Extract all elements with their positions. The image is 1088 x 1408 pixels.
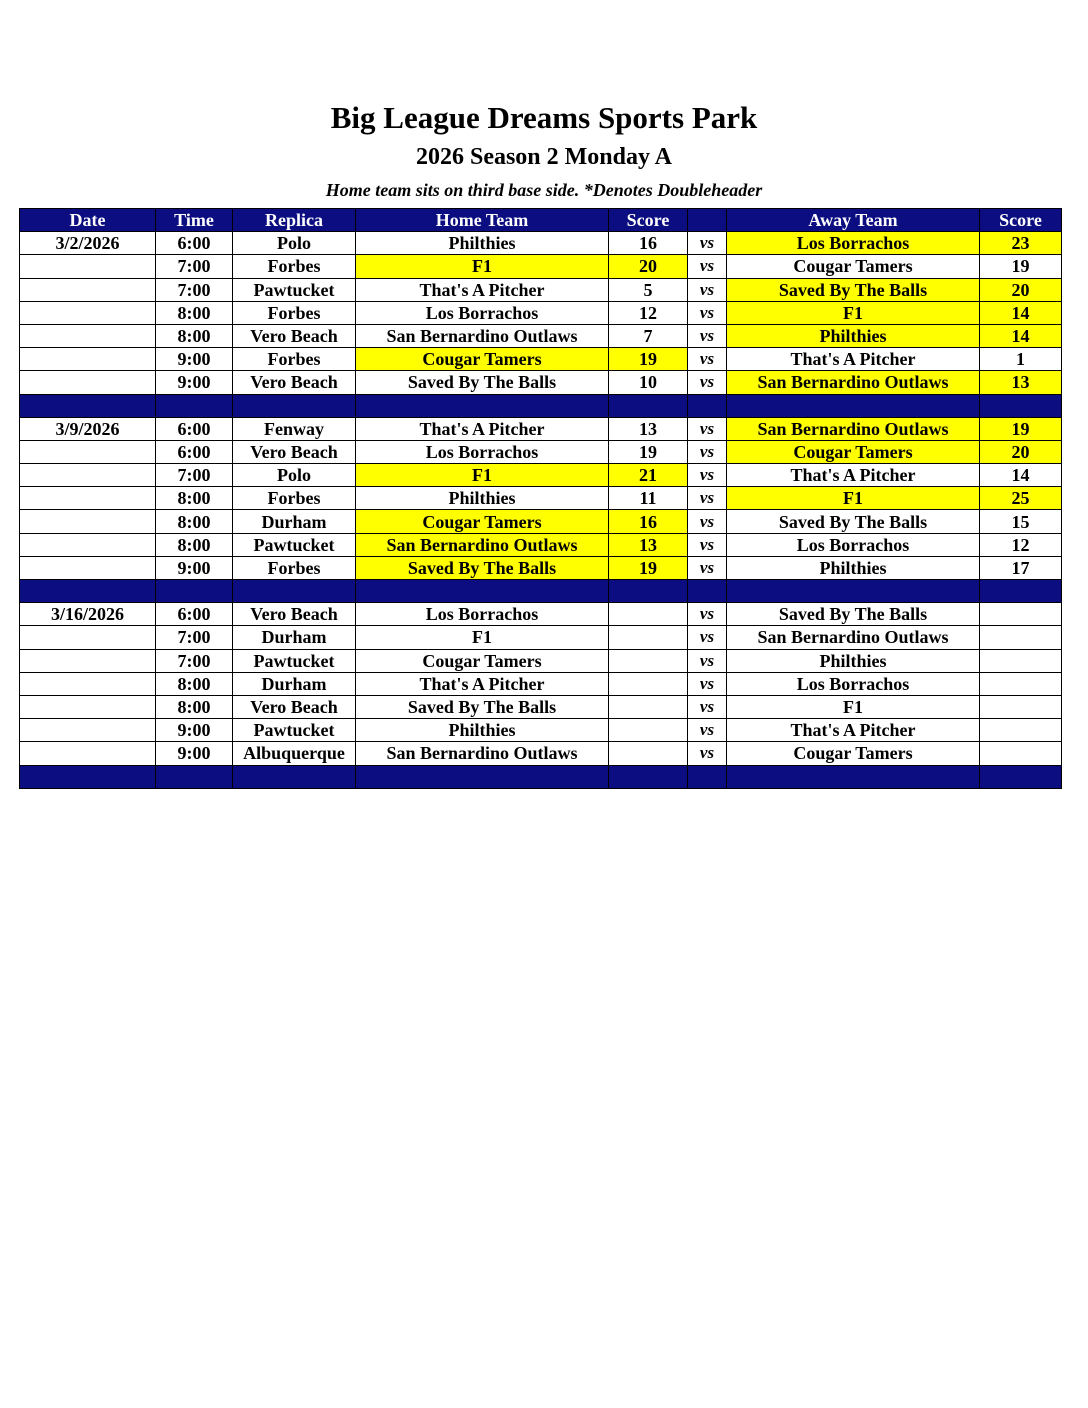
home-team-cell: Cougar Tamers	[356, 348, 609, 371]
game-row	[20, 417, 1062, 440]
time-cell: 9:00	[156, 371, 233, 394]
home-score-cell	[609, 626, 688, 649]
separator-cell	[727, 765, 980, 788]
replica-cell: Forbes	[233, 487, 356, 510]
time-cell: 9:00	[156, 742, 233, 765]
home-score-cell: 13	[609, 533, 688, 556]
home-team-cell: Saved By The Balls	[356, 556, 609, 579]
time-cell: 6:00	[156, 417, 233, 440]
time-cell: 8:00	[156, 487, 233, 510]
home-score-cell: 13	[609, 417, 688, 440]
vs-cell: vs	[688, 255, 727, 278]
home-team-cell: San Bernardino Outlaws	[356, 533, 609, 556]
home-score-cell: 19	[609, 440, 688, 463]
away-score-cell	[980, 719, 1062, 742]
game-row	[20, 440, 1062, 463]
col-header-vs	[688, 209, 727, 232]
separator-cell	[688, 765, 727, 788]
vs-cell: vs	[688, 440, 727, 463]
away-score-cell: 15	[980, 510, 1062, 533]
away-team-cell: Cougar Tamers	[727, 742, 980, 765]
separator-cell	[980, 580, 1062, 603]
game-row	[20, 533, 1062, 556]
vs-cell: vs	[688, 232, 727, 255]
home-score-cell	[609, 603, 688, 626]
separator-cell	[688, 580, 727, 603]
game-row	[20, 324, 1062, 347]
home-score-cell: 10	[609, 371, 688, 394]
time-cell: 8:00	[156, 695, 233, 718]
game-row	[20, 603, 1062, 626]
home-score-cell: 16	[609, 510, 688, 533]
vs-cell: vs	[688, 672, 727, 695]
away-team-cell: F1	[727, 695, 980, 718]
date-cell	[20, 626, 156, 649]
home-score-cell: 5	[609, 278, 688, 301]
replica-cell: Vero Beach	[233, 371, 356, 394]
home-team-cell: F1	[356, 464, 609, 487]
date-cell	[20, 719, 156, 742]
replica-cell: Forbes	[233, 556, 356, 579]
date-cell	[20, 301, 156, 324]
separator-cell	[609, 394, 688, 417]
separator-cell	[233, 394, 356, 417]
away-score-cell: 19	[980, 255, 1062, 278]
date-cell	[20, 348, 156, 371]
separator-cell	[20, 394, 156, 417]
away-score-cell	[980, 603, 1062, 626]
game-row	[20, 626, 1062, 649]
away-score-cell	[980, 742, 1062, 765]
replica-cell: Albuquerque	[233, 742, 356, 765]
away-score-cell: 23	[980, 232, 1062, 255]
date-cell	[20, 487, 156, 510]
vs-cell: vs	[688, 278, 727, 301]
replica-cell: Pawtucket	[233, 649, 356, 672]
game-row	[20, 232, 1062, 255]
home-team-cell: Saved By The Balls	[356, 371, 609, 394]
vs-cell: vs	[688, 510, 727, 533]
away-team-cell: That's A Pitcher	[727, 464, 980, 487]
time-cell: 7:00	[156, 649, 233, 672]
away-team-cell: San Bernardino Outlaws	[727, 371, 980, 394]
date-cell	[20, 464, 156, 487]
separator-cell	[356, 394, 609, 417]
away-score-cell: 25	[980, 487, 1062, 510]
time-cell: 9:00	[156, 719, 233, 742]
col-header-date: Date	[20, 209, 156, 232]
away-score-cell	[980, 649, 1062, 672]
table-header-row	[20, 209, 1062, 232]
vs-cell: vs	[688, 649, 727, 672]
home-score-cell	[609, 649, 688, 672]
col-header-home-score: Score	[609, 209, 688, 232]
vs-cell: vs	[688, 371, 727, 394]
replica-cell: Vero Beach	[233, 324, 356, 347]
away-score-cell: 19	[980, 417, 1062, 440]
away-score-cell: 12	[980, 533, 1062, 556]
away-team-cell: Los Borrachos	[727, 533, 980, 556]
game-row	[20, 301, 1062, 324]
away-score-cell: 20	[980, 440, 1062, 463]
game-row	[20, 510, 1062, 533]
game-row	[20, 255, 1062, 278]
week-separator-row	[20, 765, 1062, 788]
time-cell: 8:00	[156, 510, 233, 533]
page-subtitle: 2026 Season 2 Monday A	[415, 144, 673, 170]
time-cell: 7:00	[156, 626, 233, 649]
away-score-cell: 14	[980, 464, 1062, 487]
schedule-note: Home team sits on third base side. *Denotes Doubleheader	[325, 180, 763, 200]
separator-cell	[688, 394, 727, 417]
vs-cell: vs	[688, 464, 727, 487]
vs-cell: vs	[688, 487, 727, 510]
game-row	[20, 371, 1062, 394]
away-score-cell: 17	[980, 556, 1062, 579]
home-team-cell: That's A Pitcher	[356, 672, 609, 695]
schedule-table	[19, 208, 1062, 789]
separator-cell	[727, 394, 980, 417]
away-score-cell	[980, 626, 1062, 649]
week-separator-row	[20, 580, 1062, 603]
home-score-cell	[609, 672, 688, 695]
replica-cell: Durham	[233, 626, 356, 649]
game-row	[20, 348, 1062, 371]
vs-cell: vs	[688, 719, 727, 742]
home-team-cell: Los Borrachos	[356, 440, 609, 463]
time-cell: 7:00	[156, 464, 233, 487]
separator-cell	[356, 580, 609, 603]
week-separator-row	[20, 394, 1062, 417]
game-row	[20, 464, 1062, 487]
vs-cell: vs	[688, 348, 727, 371]
date-cell: 3/2/2026	[20, 232, 156, 255]
away-team-cell: Philthies	[727, 649, 980, 672]
home-team-cell: F1	[356, 255, 609, 278]
replica-cell: Pawtucket	[233, 719, 356, 742]
home-team-cell: San Bernardino Outlaws	[356, 742, 609, 765]
away-team-cell: Saved By The Balls	[727, 603, 980, 626]
home-team-cell: Saved By The Balls	[356, 695, 609, 718]
time-cell: 6:00	[156, 440, 233, 463]
away-team-cell: Philthies	[727, 324, 980, 347]
date-cell	[20, 324, 156, 347]
replica-cell: Polo	[233, 464, 356, 487]
date-cell	[20, 255, 156, 278]
home-team-cell: Philthies	[356, 232, 609, 255]
vs-cell: vs	[688, 695, 727, 718]
game-row	[20, 487, 1062, 510]
date-cell	[20, 649, 156, 672]
col-header-away-team: Away Team	[727, 209, 980, 232]
away-team-cell: Cougar Tamers	[727, 255, 980, 278]
away-team-cell: F1	[727, 301, 980, 324]
separator-cell	[156, 580, 233, 603]
replica-cell: Vero Beach	[233, 440, 356, 463]
away-team-cell: San Bernardino Outlaws	[727, 626, 980, 649]
col-header-time: Time	[156, 209, 233, 232]
replica-cell: Vero Beach	[233, 695, 356, 718]
replica-cell: Durham	[233, 510, 356, 533]
date-cell	[20, 742, 156, 765]
away-score-cell: 13	[980, 371, 1062, 394]
time-cell: 9:00	[156, 348, 233, 371]
away-team-cell: Saved By The Balls	[727, 510, 980, 533]
home-score-cell	[609, 742, 688, 765]
home-team-cell: Philthies	[356, 719, 609, 742]
home-team-cell: That's A Pitcher	[356, 278, 609, 301]
separator-cell	[609, 765, 688, 788]
date-cell	[20, 672, 156, 695]
away-team-cell: That's A Pitcher	[727, 719, 980, 742]
date-cell: 3/16/2026	[20, 603, 156, 626]
replica-cell: Forbes	[233, 255, 356, 278]
vs-cell: vs	[688, 533, 727, 556]
time-cell: 7:00	[156, 255, 233, 278]
away-score-cell: 1	[980, 348, 1062, 371]
away-score-cell	[980, 672, 1062, 695]
game-row	[20, 556, 1062, 579]
separator-cell	[20, 765, 156, 788]
separator-cell	[727, 580, 980, 603]
away-score-cell: 14	[980, 301, 1062, 324]
home-team-cell: San Bernardino Outlaws	[356, 324, 609, 347]
date-cell	[20, 510, 156, 533]
game-row	[20, 719, 1062, 742]
date-cell: 3/9/2026	[20, 417, 156, 440]
time-cell: 6:00	[156, 603, 233, 626]
date-cell	[20, 440, 156, 463]
home-team-cell: Los Borrachos	[356, 603, 609, 626]
col-header-away-score: Score	[980, 209, 1062, 232]
home-team-cell: F1	[356, 626, 609, 649]
time-cell: 6:00	[156, 232, 233, 255]
time-cell: 8:00	[156, 533, 233, 556]
separator-cell	[356, 765, 609, 788]
home-score-cell: 20	[609, 255, 688, 278]
vs-cell: vs	[688, 324, 727, 347]
home-team-cell: Cougar Tamers	[356, 510, 609, 533]
replica-cell: Forbes	[233, 301, 356, 324]
vs-cell: vs	[688, 556, 727, 579]
col-header-home-team: Home Team	[356, 209, 609, 232]
separator-cell	[233, 580, 356, 603]
date-cell	[20, 533, 156, 556]
home-score-cell	[609, 695, 688, 718]
replica-cell: Durham	[233, 672, 356, 695]
vs-cell: vs	[688, 742, 727, 765]
vs-cell: vs	[688, 417, 727, 440]
home-score-cell: 7	[609, 324, 688, 347]
away-score-cell	[980, 695, 1062, 718]
separator-cell	[980, 394, 1062, 417]
page-title: Big League Dreams Sports Park	[330, 100, 758, 135]
away-team-cell: Saved By The Balls	[727, 278, 980, 301]
home-team-cell: Philthies	[356, 487, 609, 510]
away-team-cell: That's A Pitcher	[727, 348, 980, 371]
home-team-cell: Los Borrachos	[356, 301, 609, 324]
separator-cell	[609, 580, 688, 603]
home-score-cell: 12	[609, 301, 688, 324]
game-row	[20, 672, 1062, 695]
replica-cell: Fenway	[233, 417, 356, 440]
away-team-cell: Cougar Tamers	[727, 440, 980, 463]
game-row	[20, 742, 1062, 765]
date-cell	[20, 695, 156, 718]
date-cell	[20, 278, 156, 301]
game-row	[20, 695, 1062, 718]
replica-cell: Polo	[233, 232, 356, 255]
away-team-cell: F1	[727, 487, 980, 510]
replica-cell: Pawtucket	[233, 533, 356, 556]
separator-cell	[20, 580, 156, 603]
col-header-replica: Replica	[233, 209, 356, 232]
separator-cell	[233, 765, 356, 788]
home-score-cell	[609, 719, 688, 742]
away-score-cell: 14	[980, 324, 1062, 347]
home-score-cell: 19	[609, 556, 688, 579]
time-cell: 7:00	[156, 278, 233, 301]
date-cell	[20, 556, 156, 579]
home-score-cell: 11	[609, 487, 688, 510]
separator-cell	[156, 765, 233, 788]
away-team-cell: San Bernardino Outlaws	[727, 417, 980, 440]
replica-cell: Pawtucket	[233, 278, 356, 301]
time-cell: 8:00	[156, 672, 233, 695]
vs-cell: vs	[688, 626, 727, 649]
home-score-cell: 21	[609, 464, 688, 487]
home-score-cell: 19	[609, 348, 688, 371]
separator-cell	[980, 765, 1062, 788]
game-row	[20, 649, 1062, 672]
time-cell: 8:00	[156, 301, 233, 324]
vs-cell: vs	[688, 603, 727, 626]
away-score-cell: 20	[980, 278, 1062, 301]
away-team-cell: Los Borrachos	[727, 672, 980, 695]
separator-cell	[156, 394, 233, 417]
vs-cell: vs	[688, 301, 727, 324]
game-row	[20, 278, 1062, 301]
home-score-cell: 16	[609, 232, 688, 255]
date-cell	[20, 371, 156, 394]
time-cell: 8:00	[156, 324, 233, 347]
away-team-cell: Los Borrachos	[727, 232, 980, 255]
home-team-cell: That's A Pitcher	[356, 417, 609, 440]
away-team-cell: Philthies	[727, 556, 980, 579]
replica-cell: Forbes	[233, 348, 356, 371]
home-team-cell: Cougar Tamers	[356, 649, 609, 672]
time-cell: 9:00	[156, 556, 233, 579]
replica-cell: Vero Beach	[233, 603, 356, 626]
schedule-body	[20, 232, 1062, 789]
